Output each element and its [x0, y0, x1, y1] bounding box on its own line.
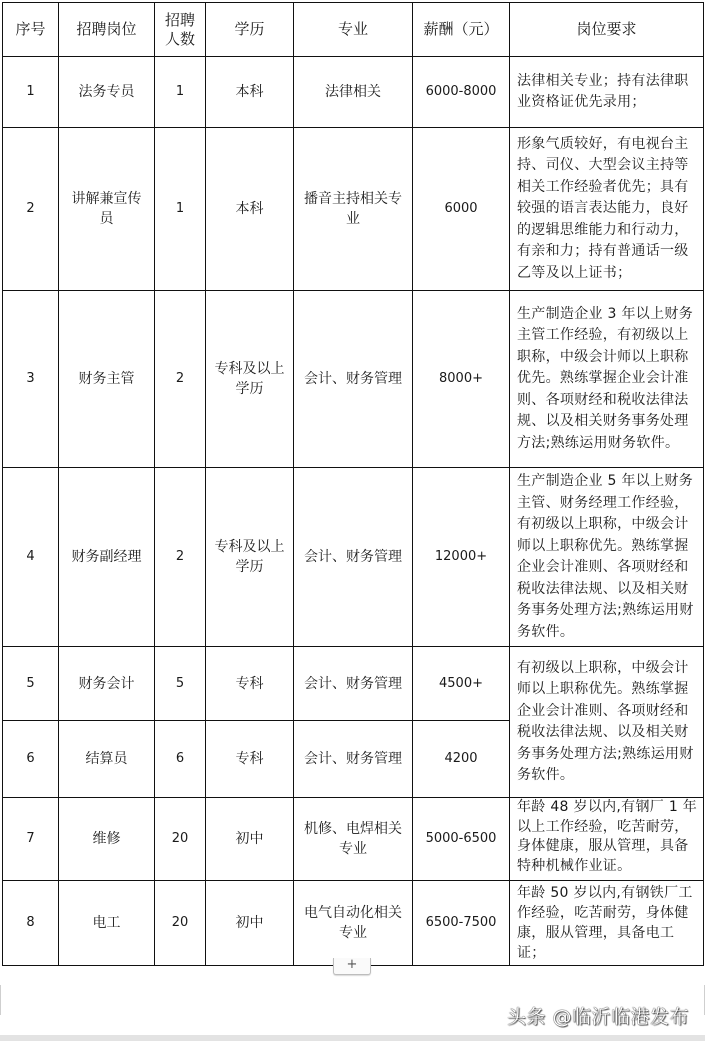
- cell-salary: 12000+: [413, 468, 510, 647]
- cell-education: 本科: [206, 128, 294, 291]
- header-seq: 序号: [3, 3, 59, 57]
- cell-education: 初中: [206, 798, 294, 881]
- table-row: [3, 57, 704, 128]
- cell-requirements: 生产制造企业 3 年以上财务主管工作经验，有初级以上职称，中级会计师以上职称优先。熟练掌握企业会计准则、各项财经和税收法律法规、以及相关财务事务处理方法;熟练运用财务软件。: [510, 291, 704, 468]
- cell-education: 专科: [206, 721, 294, 798]
- cell-requirements: 法律相关专业；持有法律职业资格证优先录用；: [510, 57, 704, 128]
- cell-position: 电工: [59, 881, 155, 966]
- cell-salary: 5000-6500: [413, 798, 510, 881]
- cell-salary: 8000+: [413, 291, 510, 468]
- cell-major: 会计、财务管理: [294, 468, 413, 647]
- table-row: [3, 291, 704, 468]
- cell-education: 专科: [206, 647, 294, 721]
- cell-seq: 7: [3, 798, 59, 881]
- cell-position: 财务会计: [59, 647, 155, 721]
- cell-count: 5: [155, 647, 206, 721]
- table-row: [3, 468, 704, 647]
- table-row: [3, 647, 704, 721]
- cell-salary: 6000: [413, 128, 510, 291]
- cell-requirements: 年龄 50 岁以内,有钢铁厂工作经验，吃苦耐劳，身体健康，服从管理，具备电工证；: [510, 881, 704, 966]
- cell-major: 机修、电焊相关专业: [294, 798, 413, 881]
- cell-salary: 4500+: [413, 647, 510, 721]
- cell-count: 20: [155, 881, 206, 966]
- cell-education: 专科及以上学历: [206, 291, 294, 468]
- cell-requirements: 形象气质较好，有电视台主持、司仪、大型会议主持等相关工作经验者优先；具有较强的语言表达能力，良好的逻辑思维能力和行动力，有亲和力；持有普通话一级乙等及以上证书；: [510, 128, 704, 291]
- header-row: [3, 3, 704, 57]
- cell-education: 本科: [206, 57, 294, 128]
- cell-seq: 6: [3, 721, 59, 798]
- cell-requirements: 生产制造企业 5 年以上财务主管、财务经理工作经验，有初级以上职称，中级会计师以上职称优先。熟练掌握企业会计准则、各项财经和税收法律法规、以及相关财务事务处理方法;熟练运用财务软件。: [510, 468, 704, 647]
- recruitment-table: [2, 2, 704, 966]
- header-position: 招聘岗位: [59, 3, 155, 57]
- cell-seq: 2: [3, 128, 59, 291]
- cell-salary: 4200: [413, 721, 510, 798]
- cell-count: 2: [155, 291, 206, 468]
- header-major: 专业: [294, 3, 413, 57]
- cell-major: 播音主持相关专业: [294, 128, 413, 291]
- cell-position: 财务主管: [59, 291, 155, 468]
- cell-count: 1: [155, 57, 206, 128]
- header-salary: 薪酬（元）: [413, 3, 510, 57]
- cell-position: 财务副经理: [59, 468, 155, 647]
- watermark: 头条 @临沂临港发布: [506, 1006, 689, 1028]
- cell-count: 20: [155, 798, 206, 881]
- cell-major: 电气自动化相关专业: [294, 881, 413, 966]
- cell-requirements-merged: 有初级以上职称，中级会计师以上职称优先。熟练掌握企业会计准则、各项财经和税收法律法规、以及相关财务事务处理方法;熟练运用财务软件。: [510, 647, 704, 798]
- table-row: [3, 881, 704, 966]
- cell-major: 会计、财务管理: [294, 291, 413, 468]
- cell-position: 结算员: [59, 721, 155, 798]
- header-requirements: 岗位要求: [510, 3, 704, 57]
- table-row: [3, 128, 704, 291]
- cell-position: 法务专员: [59, 57, 155, 128]
- table-row: [3, 798, 704, 881]
- cell-education: 初中: [206, 881, 294, 966]
- cell-count: 1: [155, 128, 206, 291]
- cell-major: 会计、财务管理: [294, 721, 413, 798]
- cell-salary: 6500-7500: [413, 881, 510, 966]
- cell-position: 讲解兼宣传员: [59, 128, 155, 291]
- header-count-line1: 招聘: [164, 10, 195, 29]
- page-margin-marker-right: [701, 985, 705, 1015]
- cell-salary: 6000-8000: [413, 57, 510, 128]
- header-education: 学历: [206, 3, 294, 57]
- cell-seq: 5: [3, 647, 59, 721]
- cell-seq: 3: [3, 291, 59, 468]
- cell-position: 维修: [59, 798, 155, 881]
- add-row-button[interactable]: +: [333, 958, 371, 975]
- header-count-line2: 人数: [164, 29, 195, 48]
- page-margin-marker-left: [0, 985, 4, 1015]
- cell-count: 2: [155, 468, 206, 647]
- cell-count: 6: [155, 721, 206, 798]
- cell-education: 专科及以上学历: [206, 468, 294, 647]
- cell-seq: 8: [3, 881, 59, 966]
- bottom-bar: [0, 1035, 705, 1041]
- cell-seq: 4: [3, 468, 59, 647]
- cell-requirements: 年龄 48 岁以内,有钢厂 1 年以上工作经验，吃苦耐劳，身体健康，服从管理，具备特种机械作业证。: [510, 798, 704, 881]
- cell-major: 会计、财务管理: [294, 647, 413, 721]
- header-count: [155, 3, 206, 57]
- cell-major: 法律相关: [294, 57, 413, 128]
- cell-seq: 1: [3, 57, 59, 128]
